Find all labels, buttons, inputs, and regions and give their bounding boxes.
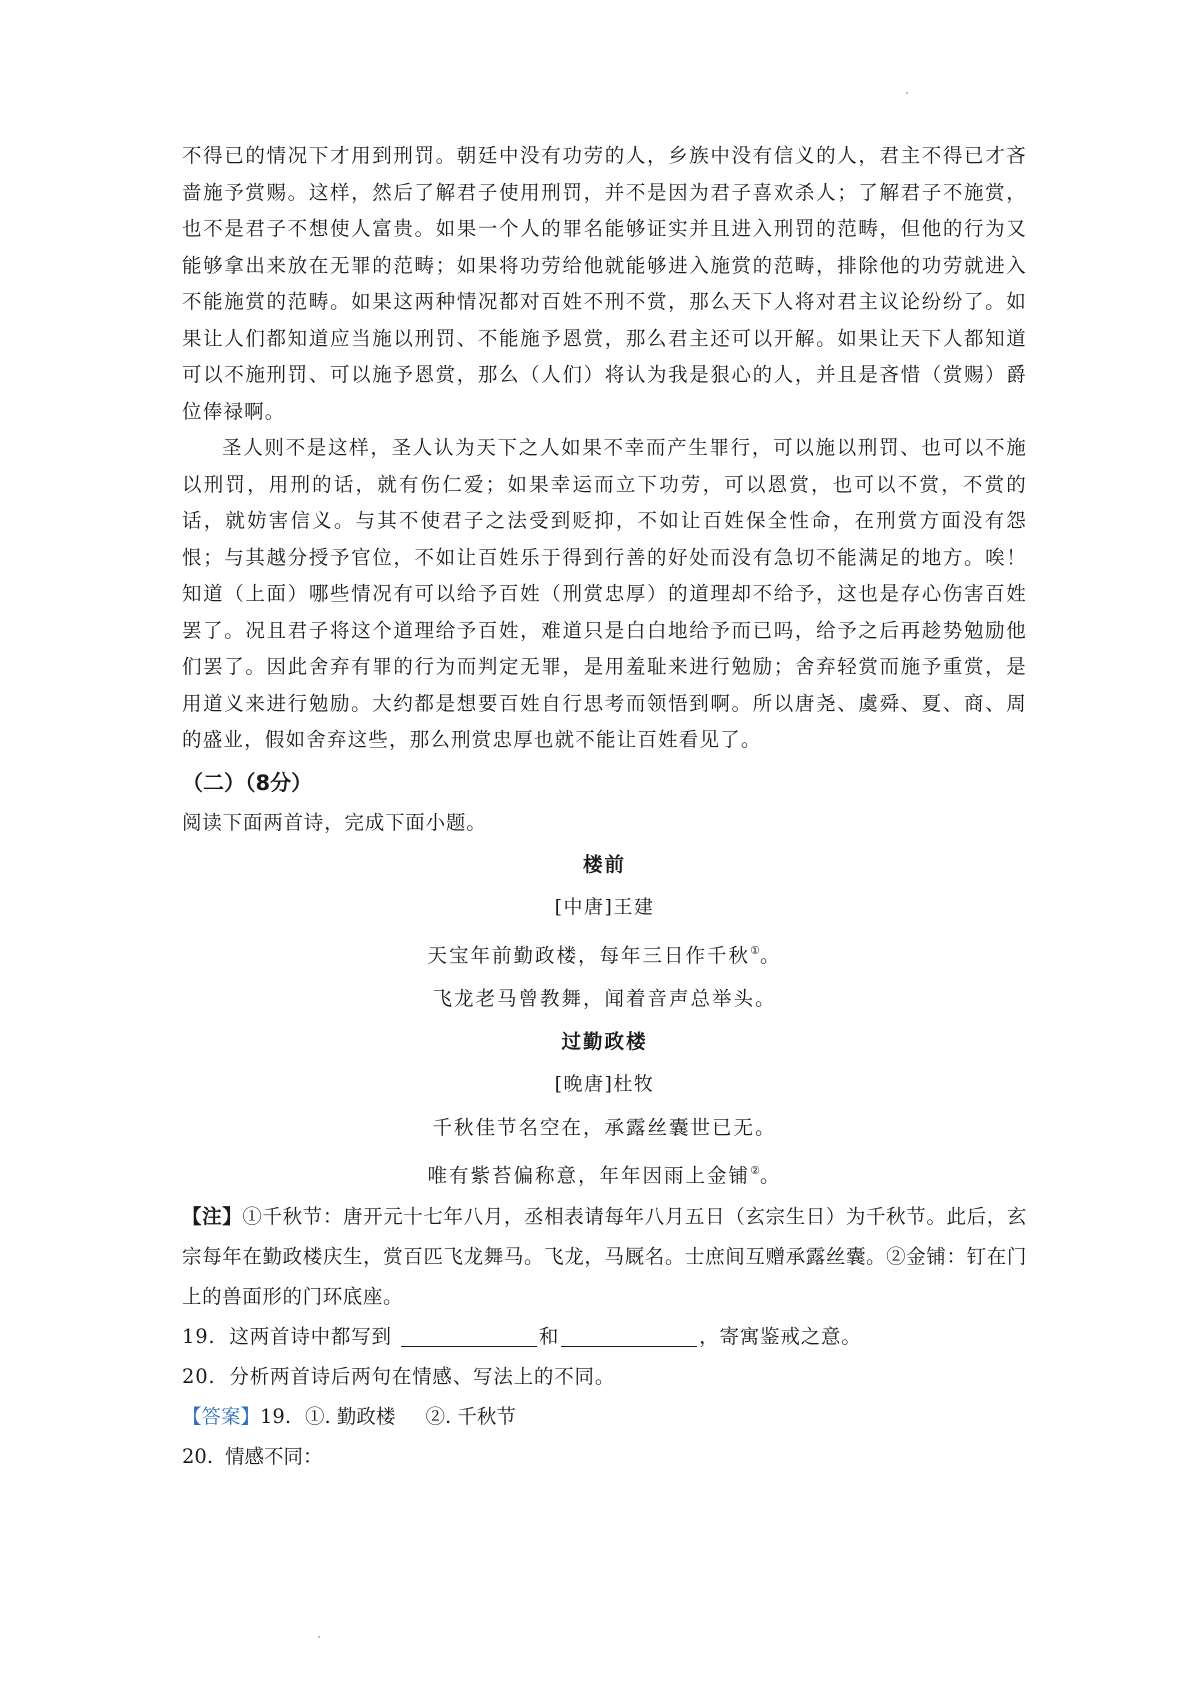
poem-line: 天宝年前勤政楼，每年三日作千秋①。 [427, 943, 782, 967]
section-instruction: 阅读下面两首诗，完成下面小题。 [182, 810, 487, 834]
translation-paragraph-1: 不得已的情况下才用到刑罚。朝廷中没有功劳的人，乡族中没有信义的人，君主不得已才吝啬施予赏赐。这样，然后了解君子使用刑罚，并不是因为君子喜欢杀人；了解君子不施赏，也不是君子不想使人富贵。如果一个人的罪名能够证实并且进入刑罚的范畴，但他的行为又能够拿出来放在无罪的范畴；如果将功劳给他就能够进入施赏的范畴，排除他的功劳就进入不能施赏的范畴。如果这两种情况都对百姓不刑不赏，那么天下人将对君主议论纷纷了。如果让人们都知道应当施以刑罚、不能施予恩赏，那么君主还可以开解。如果让天下人都知道可以不施刑罚、可以施予恩赏，那么（人们）将认为我是狠心的人，并且是吝惜（赏赐）爵位俸禄啊。 [182, 144, 1027, 423]
answer-item: ①. 勤政楼 [305, 1404, 396, 1428]
answer-blank-1[interactable] [401, 1326, 537, 1347]
poem-1 [182, 843, 1027, 1020]
scan-speck-top [906, 92, 908, 94]
document-page [182, 138, 1027, 1477]
translation-text [182, 138, 1027, 759]
poem-2 [182, 1020, 1027, 1197]
answer-item: ②. 千秋节 [425, 1404, 516, 1428]
translation-paragraph-2: 圣人则不是这样，圣人认为天下之人如果不幸而产生罪行，可以施以刑罚、也可以不施以刑罚，用刑的话，就有伤仁爱；如果幸运而立下功劳，可以恩赏，也可以不赏，不赏的话，就妨害信义。与其不使君子之法受到贬抑，不如让百姓保全性命，在刑赏方面没有怨恨；与其越分授予官位，不如让百姓乐于得到行善的好处而没有急切不能满足的地方。唉！知道（上面）哪些情况有可以给予百姓（刑赏忠厚）的道理却不给予，这也是存心伤害百姓罢了。况且君子将这个道理给予百姓，难道只是白白地给予而已吗，给予之后再趁势勉励他们罢了。因此舍弃有罪的行为而判定无罪，是用羞耻来进行勉励；舍弃轻赏而施予重赏，是用道义来进行勉励。大约都是想要百姓自行思考而领悟到啊。所以唐尧、虞舜、夏、商、周的盛业，假如舍弃这些，那么刑赏忠厚也就不能让百姓看见了。 [182, 436, 1027, 751]
answer-number: 19. [260, 1404, 292, 1428]
question-number: 19. [182, 1324, 216, 1348]
question-number: 20. [182, 1364, 216, 1388]
poem-author: [晚唐]杜牧 [554, 1072, 655, 1095]
question-19: 19. 这两首诗中都写到 和 ，寄寓鉴戒之意。 [182, 1324, 862, 1348]
question-20: 20. 分析两首诗后两句在情感、写法上的不同。 [182, 1364, 616, 1388]
answer-text: 情感不同： [225, 1444, 323, 1468]
section-heading: （二）（8分） [182, 770, 313, 795]
poem-line: 飞龙老马曾教舞，闻着音声总举头。 [432, 986, 777, 1010]
poem-line: 千秋佳节名空在，承露丝囊世已无。 [432, 1115, 777, 1139]
scan-speck-bottom [318, 1636, 320, 1638]
answer-number: 20. [182, 1444, 214, 1468]
answer-blank-2[interactable] [561, 1326, 697, 1347]
poem-title: 过勤政楼 [561, 1029, 648, 1053]
footnote-text: ①千秋节：唐开元十七年八月，丞相表请每年八月五日（玄宗生日）为千秋节。此后，玄宗每年在勤政楼庆生，赏百匹飞龙舞马。飞龙，马厩名。士庶间互赠承露丝囊。②金铺：钉在门上的兽面形的门环底座。 [182, 1204, 1027, 1308]
footnote-tag: 【注】 [182, 1204, 243, 1228]
poem-author: [中唐]王建 [554, 895, 655, 918]
footnote [182, 1197, 1027, 1317]
footnote-mark: ① [750, 943, 760, 957]
answer-19 [182, 1397, 1027, 1437]
answer-label: 【答案】 [182, 1404, 261, 1428]
answer-20 [182, 1437, 1027, 1477]
footnote-mark: ② [750, 1163, 760, 1177]
poem-line: 唯有紫苔偏称意，年年因雨上金铺②。 [427, 1163, 782, 1187]
poem-title: 楼前 [582, 852, 626, 876]
